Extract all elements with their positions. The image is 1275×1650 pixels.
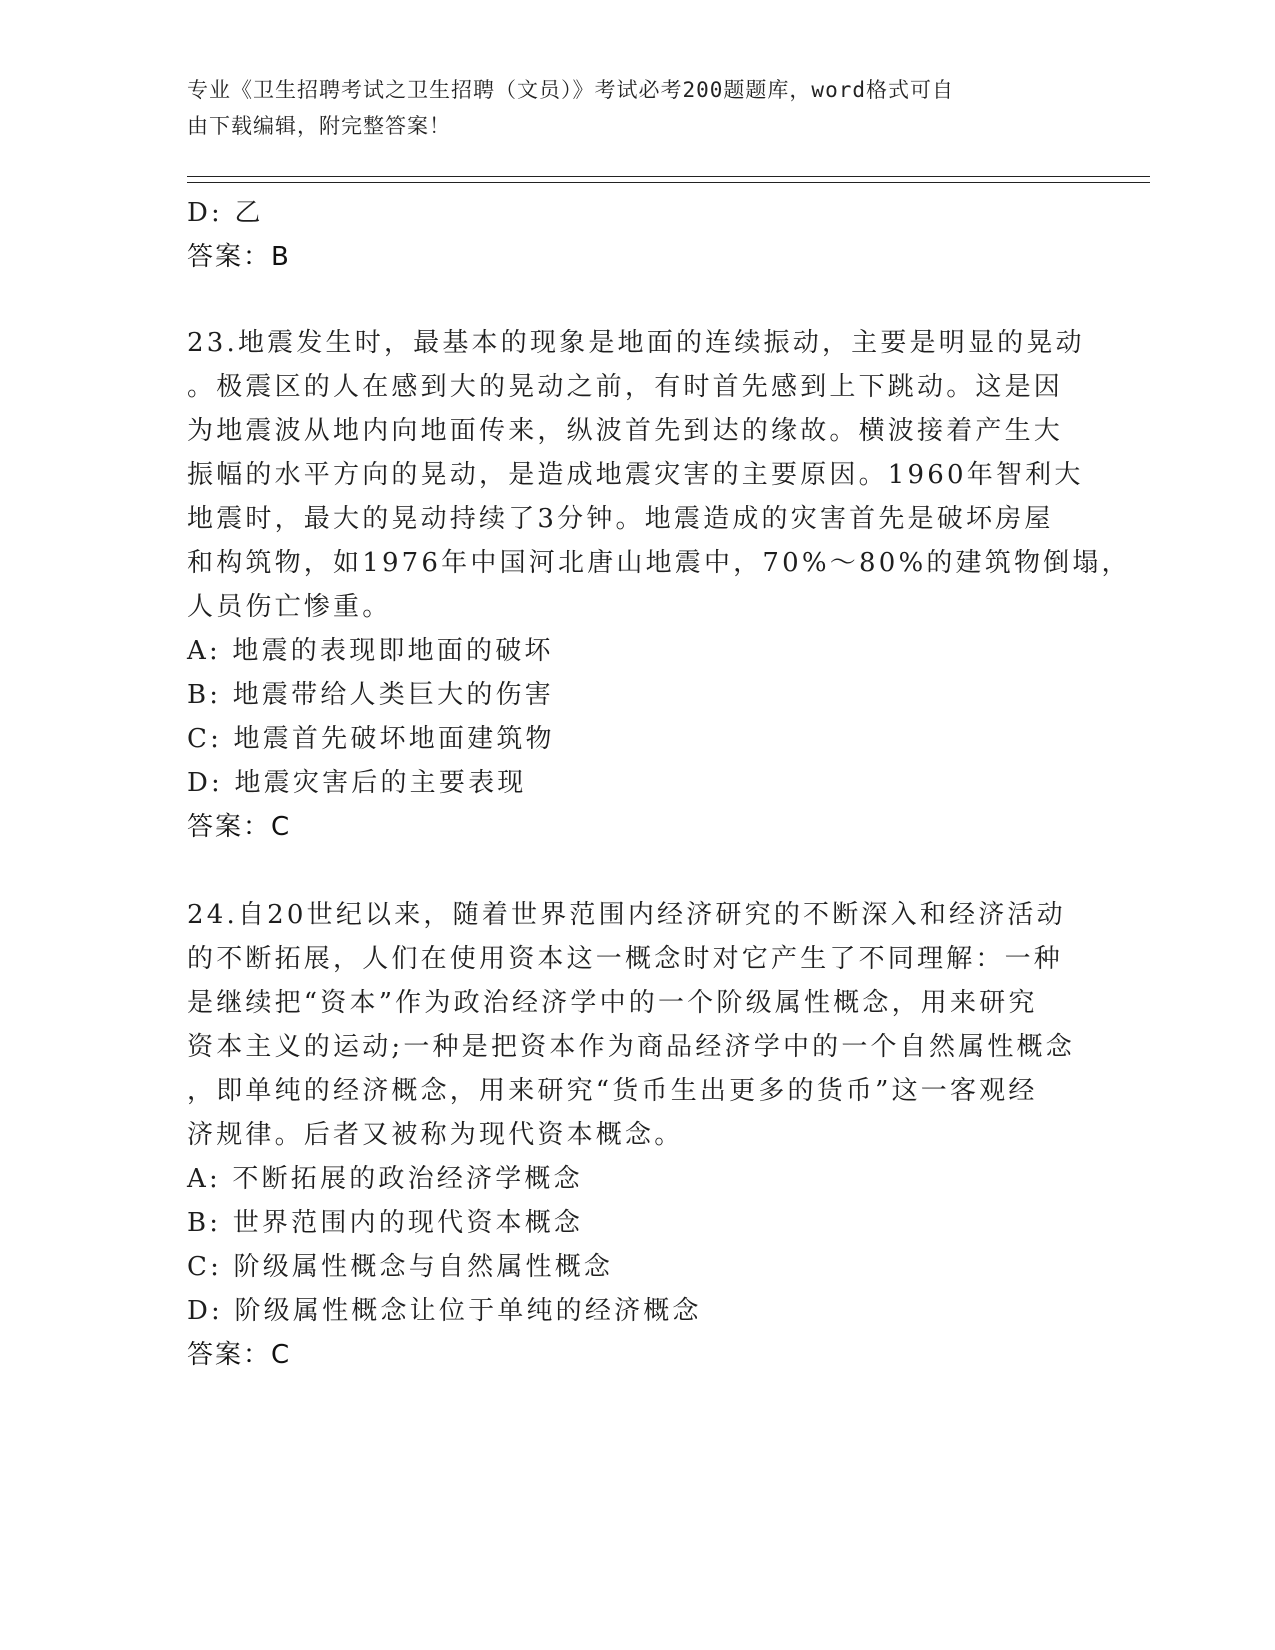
header-rule-bottom	[187, 182, 1150, 183]
q23-text-line: 人员伤亡惨重。	[187, 592, 392, 622]
prev-answer: 答案：B	[187, 242, 291, 272]
prev-option-d: D: 乙	[187, 198, 264, 228]
header-line-1: 专业《卫生招聘考试之卫生招聘（文员）》考试必考200题题库，word格式可自	[187, 78, 954, 102]
q23-option-c: C: 地震首先破坏地面建筑物	[187, 724, 555, 754]
q24-option-b: B: 世界范围内的现代资本概念	[187, 1208, 584, 1238]
q23-text-line: 。极震区的人在感到大的晃动之前，有时首先感到上下跳动。这是因	[187, 372, 1064, 402]
q24-text-line: 资本主义的运动;一种是把资本作为商品经济学中的一个自然属性概念	[187, 1032, 1075, 1062]
q23-text-line: 地震时，最大的晃动持续了3分钟。地震造成的灾害首先是破坏房屋	[187, 504, 1054, 534]
q23-text-line: 振幅的水平方向的晃动，是造成地震灾害的主要原因。1960年智利大	[187, 460, 1084, 490]
q24-text-line: 是继续把“资本”作为政治经济学中的一个阶级属性概念，用来研究	[187, 988, 1038, 1018]
header-rule-top	[187, 176, 1150, 177]
q24-option-d: D: 阶级属性概念让位于单纯的经济概念	[187, 1296, 702, 1326]
q24-answer: 答案：C	[187, 1340, 292, 1370]
q24-text-line: ，即单纯的经济概念，用来研究“货币生出更多的货币”这一客观经	[187, 1076, 1038, 1106]
q23-option-a: A: 地震的表现即地面的破坏	[187, 636, 554, 666]
q23-option-d: D: 地震灾害后的主要表现	[187, 768, 527, 798]
q23-answer: 答案：C	[187, 812, 292, 842]
q24-text-line: 济规律。后者又被称为现代资本概念。	[187, 1120, 684, 1150]
q23-text-line: 23.地震发生时，最基本的现象是地面的连续振动，主要是明显的晃动	[187, 328, 1085, 358]
page-header	[187, 72, 1067, 144]
q24-text-line: 24.自20世纪以来，随着世界范围内经济研究的不断深入和经济活动	[187, 900, 1066, 930]
q24-option-a: A: 不断拓展的政治经济学概念	[187, 1164, 583, 1194]
q23-text-line: 为地震波从地内向地面传来，纵波首先到达的缘故。横波接着产生大	[187, 416, 1064, 446]
q24-option-c: C: 阶级属性概念与自然属性概念	[187, 1252, 614, 1282]
q23-text-line: 和构筑物，如1976年中国河北唐山地震中，70%～80%的建筑物倒塌，	[187, 548, 1131, 578]
header-line-2: 由下载编辑，附完整答案！	[187, 114, 451, 138]
q23-option-b: B: 地震带给人类巨大的伤害	[187, 680, 554, 710]
q24-text-line: 的不断拓展，人们在使用资本这一概念时对它产生了不同理解：一种	[187, 944, 1064, 974]
